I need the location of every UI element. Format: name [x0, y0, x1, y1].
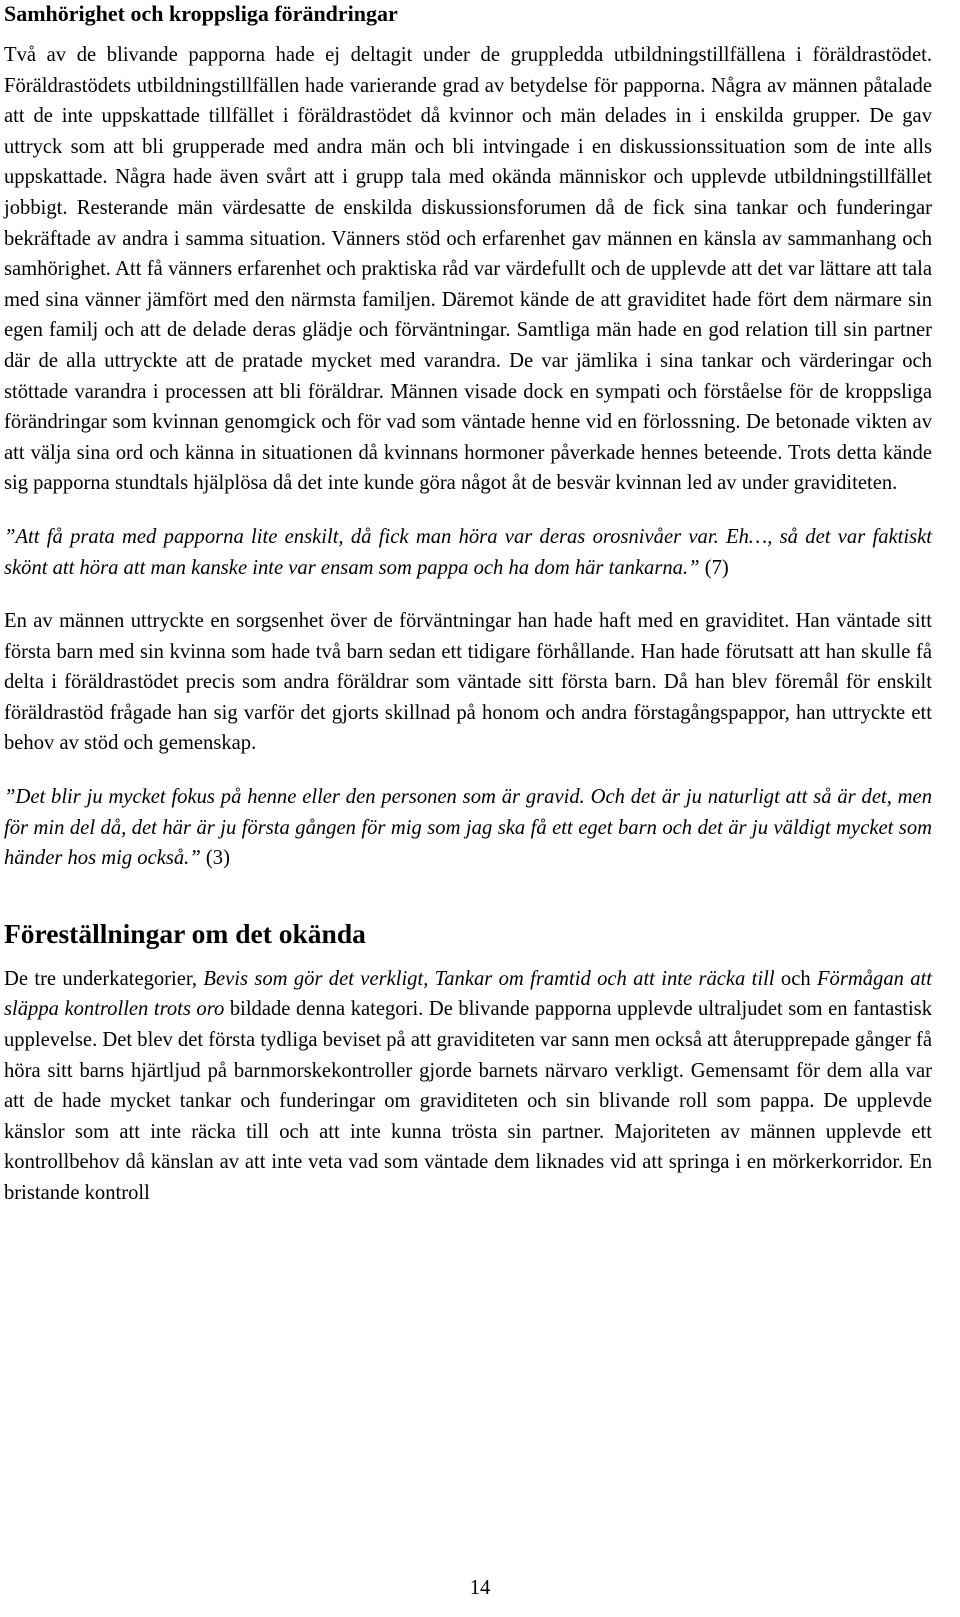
section-heading-forestallningar: Föreställningar om det okända: [4, 917, 366, 949]
quote-reference: (3): [200, 847, 230, 870]
page-number: 14: [469, 1577, 491, 1599]
intro-text: och: [774, 967, 817, 990]
quote-reference: (7): [699, 556, 729, 579]
interview-quote: [4, 522, 932, 583]
document-page: [4, 0, 932, 1209]
intro-text: De tre underkategorier,: [4, 967, 204, 990]
body-paragraph: [4, 964, 932, 1209]
quote-text: ”Att få prata med papporna lite enskilt, då fick man höra var deras orosnivåer var. Eh…, så det var faktiskt skönt att höra att man kanske inte var ensam som pappa och ha dom här tankarna.”: [4, 525, 932, 579]
subcategory-names: Bevis som gör det verkligt, Tankar om framtid och att inte räcka till: [203, 967, 775, 990]
intro-text: bildade denna kategori. De blivande papporna upplevde ultraljudet som en fantastisk upplevelse. Det blev det första tydliga beviset på att graviditeten var sann men också att återupprepade gånger få höra sitt barns hjärtljud på barnmorskekontroller gjorde barnets närvaro verkligt. Gemensamt för dem alla var att de hade mycket tankar och funderingar om graviditeten och sin blivande roll som pappa. De upplevde känslor som att inte räcka till och att inte kunna trösta sin partner. Majoriteten av männen upplevde ett kontrollbehov då känslan av att inte veta vad som väntade dem liknades vid att springa i en mörkerkorridor. En bristande kontroll: [4, 998, 932, 1204]
subcategory-name: Förmågan att släppa kontrollen trots oro: [4, 967, 932, 1021]
quote-text: ”Det blir ju mycket fokus på henne eller den personen som är gravid. Och det är ju naturligt att så är det, men för min del då, det här är ju första gången för mig som jag ska få ett eget barn och det är ju väldigt mycket som händer hos mig också.”: [4, 786, 932, 870]
interview-quote: [4, 782, 932, 874]
section-heading-samhorighet: Samhörighet och kroppsliga förändringar: [4, 1, 398, 26]
body-paragraph: En av männen uttryckte en sorgsenhet över de förväntningar han hade haft med en graviditet. Han väntade sitt första barn med sin kvinna som hade två barn sedan ett tidigare förhållande. Han hade förutsatt att han skulle få delta i föräldrastödet precis som andra föräldrar som väntade sitt första barn. Då han blev föremål för enskilt föräldrastöd frågade han sig varför det gjorts skillnad på honom och andra förstagångspappor, han uttryckte ett behov av stöd och gemenskap.: [4, 610, 932, 755]
body-paragraph: Två av de blivande papporna hade ej deltagit under de gruppledda utbildningstillfällena i föräldrastödet. Föräldrastödets utbildningstillfällen hade varierande grad av betydelse för papporna. Några av männen påtalade att de inte uppskattade tillfället i föräldrastödet då kvinnor och män delades in i enskilda grupper. De gav uttryck som att bli grupperade med andra män och bli intvingade i en diskussionssituation som de inte alls uppskattade. Några hade även svårt att i grupp tala med okända människor och upplevde utbildningstillfället jobbigt. Resterande män värdesatte de enskilda diskussionsforumen då de fick sina tankar och funderingar bekräftade av andra i samma situation. Vänners stöd och erfarenhet gav männen en känsla av sammanhang och samhörighet. Att få vänners erfarenhet och praktiska råd var värdefullt och de upplevde att det var lättare att tala med sina vänner jämfört med den närmsta familjen. Däremot kände de att graviditet hade fört dem närmare sin egen familj och att de delade deras glädje och förväntningar. Samtliga män hade en god relation till sin partner där de alla uttryckte att de pratade mycket med varandra. De var jämlika i sina tankar och värderingar och stöttade varandra i processen att bli föräldrar. Männen visade dock en sympati och förståelse för de kroppsliga förändringar som kvinnan genomgick och för vad som väntade henne vid en förlossning. De betonade vikten av att välja sina ord och känna in situationen då kvinnans hormoner påverkade hennes beteende. Trots detta kände sig papporna stundtals hjälplösa då det inte kunde göra något åt de besvär kvinnan led av under graviditeten.: [4, 44, 932, 495]
